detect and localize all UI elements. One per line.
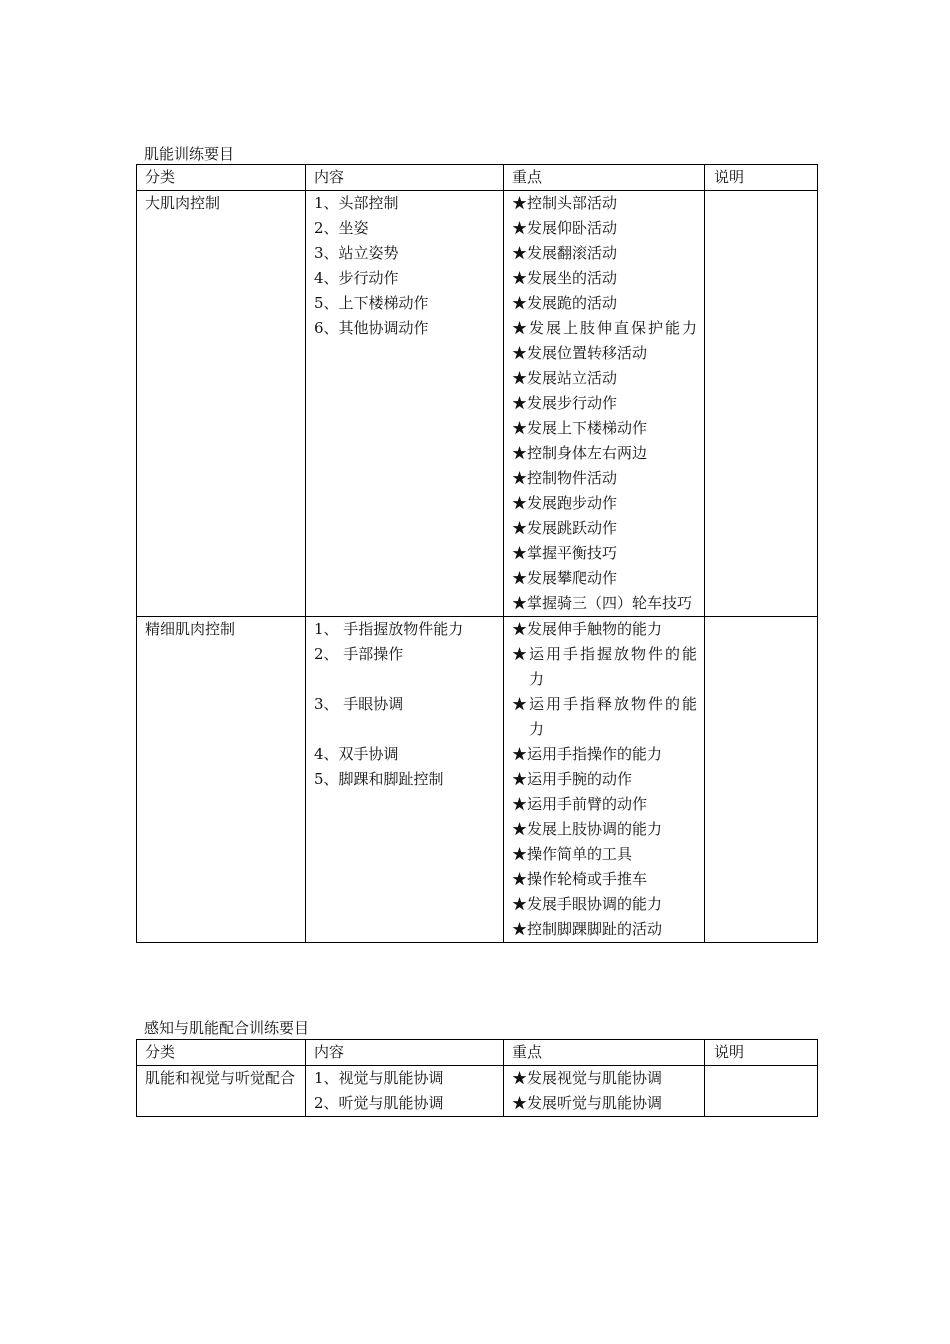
list-item: ★掌握骑三（四）轮车技巧 — [512, 594, 693, 612]
section-title-perceptual-motor: 感知与肌能配合训练要目 — [144, 1019, 310, 1037]
perceptual-motor-table — [136, 1039, 818, 1117]
list-item: 5、脚踝和脚趾控制 — [314, 770, 444, 788]
list-item: 4、双手协调 — [314, 745, 399, 763]
list-item: 2、坐姿 — [314, 219, 369, 237]
list-item: ★掌握平衡技巧 — [512, 544, 618, 562]
list-item: 3、站立姿势 — [314, 244, 399, 262]
note-cell — [705, 1066, 818, 1117]
list-item: ★发展跳跃动作 — [512, 519, 618, 537]
list-item: ★控制身体左右两边 — [512, 444, 648, 462]
list-item: ★发展攀爬动作 — [512, 569, 618, 587]
list-item: ★发展位置转移活动 — [512, 344, 648, 362]
list-item: 5、上下楼梯动作 — [314, 294, 429, 312]
section-title-motor-training: 肌能训练要目 — [144, 145, 235, 163]
list-item: ★运用手指操作的能力 — [512, 745, 663, 763]
content-cell — [306, 1066, 504, 1117]
list-item: ★发展视觉与肌能协调 — [512, 1069, 663, 1087]
header-category: 分类 — [137, 165, 306, 191]
list-item: ★操作简单的工具 — [512, 845, 633, 863]
focus-cell — [504, 1066, 705, 1117]
list-item: ★运用手腕的动作 — [512, 770, 633, 788]
list-item: ★运用手指释放物件的能力 — [512, 695, 700, 738]
category-cell: 精细肌肉控制 — [137, 617, 306, 943]
header-note: 说明 — [705, 165, 818, 191]
list-item: ★操作轮椅或手推车 — [512, 870, 648, 888]
header-category: 分类 — [137, 1040, 306, 1066]
header-focus: 重点 — [504, 165, 705, 191]
focus-cell — [504, 191, 705, 617]
list-item: ★发展步行动作 — [512, 394, 618, 412]
header-content: 内容 — [306, 1040, 504, 1066]
list-item: ★运用手前臂的动作 — [512, 795, 648, 813]
list-item: ★控制物件活动 — [512, 469, 618, 487]
category-cell: 大肌肉控制 — [137, 191, 306, 617]
list-item: ★发展上肢协调的能力 — [512, 820, 663, 838]
list-item: 2、听觉与肌能协调 — [314, 1094, 444, 1112]
list-item: ★发展跪的活动 — [512, 294, 618, 312]
header-note: 说明 — [705, 1040, 818, 1066]
table-row — [137, 617, 818, 943]
focus-cell — [504, 617, 705, 943]
list-item: 3、 手眼协调 — [314, 695, 404, 713]
list-item: ★运用手指握放物件的能力 — [512, 645, 700, 688]
motor-training-table — [136, 164, 818, 943]
list-item: ★控制头部活动 — [512, 194, 618, 212]
list-item: ★发展听觉与肌能协调 — [512, 1094, 663, 1112]
list-item: ★发展站立活动 — [512, 369, 618, 387]
category-cell: 肌能和视觉与听觉配合 — [137, 1066, 306, 1117]
list-item: 6、其他协调动作 — [314, 319, 429, 337]
list-item: ★发展跑步动作 — [512, 494, 618, 512]
list-item: ★发展仰卧活动 — [512, 219, 618, 237]
list-item: ★发展翻滚活动 — [512, 244, 618, 262]
note-cell — [705, 617, 818, 943]
header-focus: 重点 — [504, 1040, 705, 1066]
list-item: ★发展手眼协调的能力 — [512, 895, 663, 913]
list-item: ★发展上下楼梯动作 — [512, 419, 648, 437]
header-content: 内容 — [306, 165, 504, 191]
list-item: 4、步行动作 — [314, 269, 399, 287]
list-item: 1、视觉与肌能协调 — [314, 1069, 444, 1087]
list-item: ★发展上肢伸直保护能力 — [512, 319, 700, 337]
content-cell — [306, 617, 504, 943]
list-item: 2、 手部操作 — [314, 645, 404, 663]
list-item: ★发展伸手触物的能力 — [512, 620, 663, 638]
note-cell — [705, 191, 818, 617]
list-item: 1、头部控制 — [314, 194, 399, 212]
content-cell — [306, 191, 504, 617]
list-item: ★控制脚踝脚趾的活动 — [512, 920, 663, 938]
table-row — [137, 1066, 818, 1117]
table-header-row — [137, 165, 818, 191]
list-item: ★发展坐的活动 — [512, 269, 618, 287]
list-item: 1、 手指握放物件能力 — [314, 620, 464, 638]
table-row — [137, 191, 818, 617]
table-header-row — [137, 1040, 818, 1066]
